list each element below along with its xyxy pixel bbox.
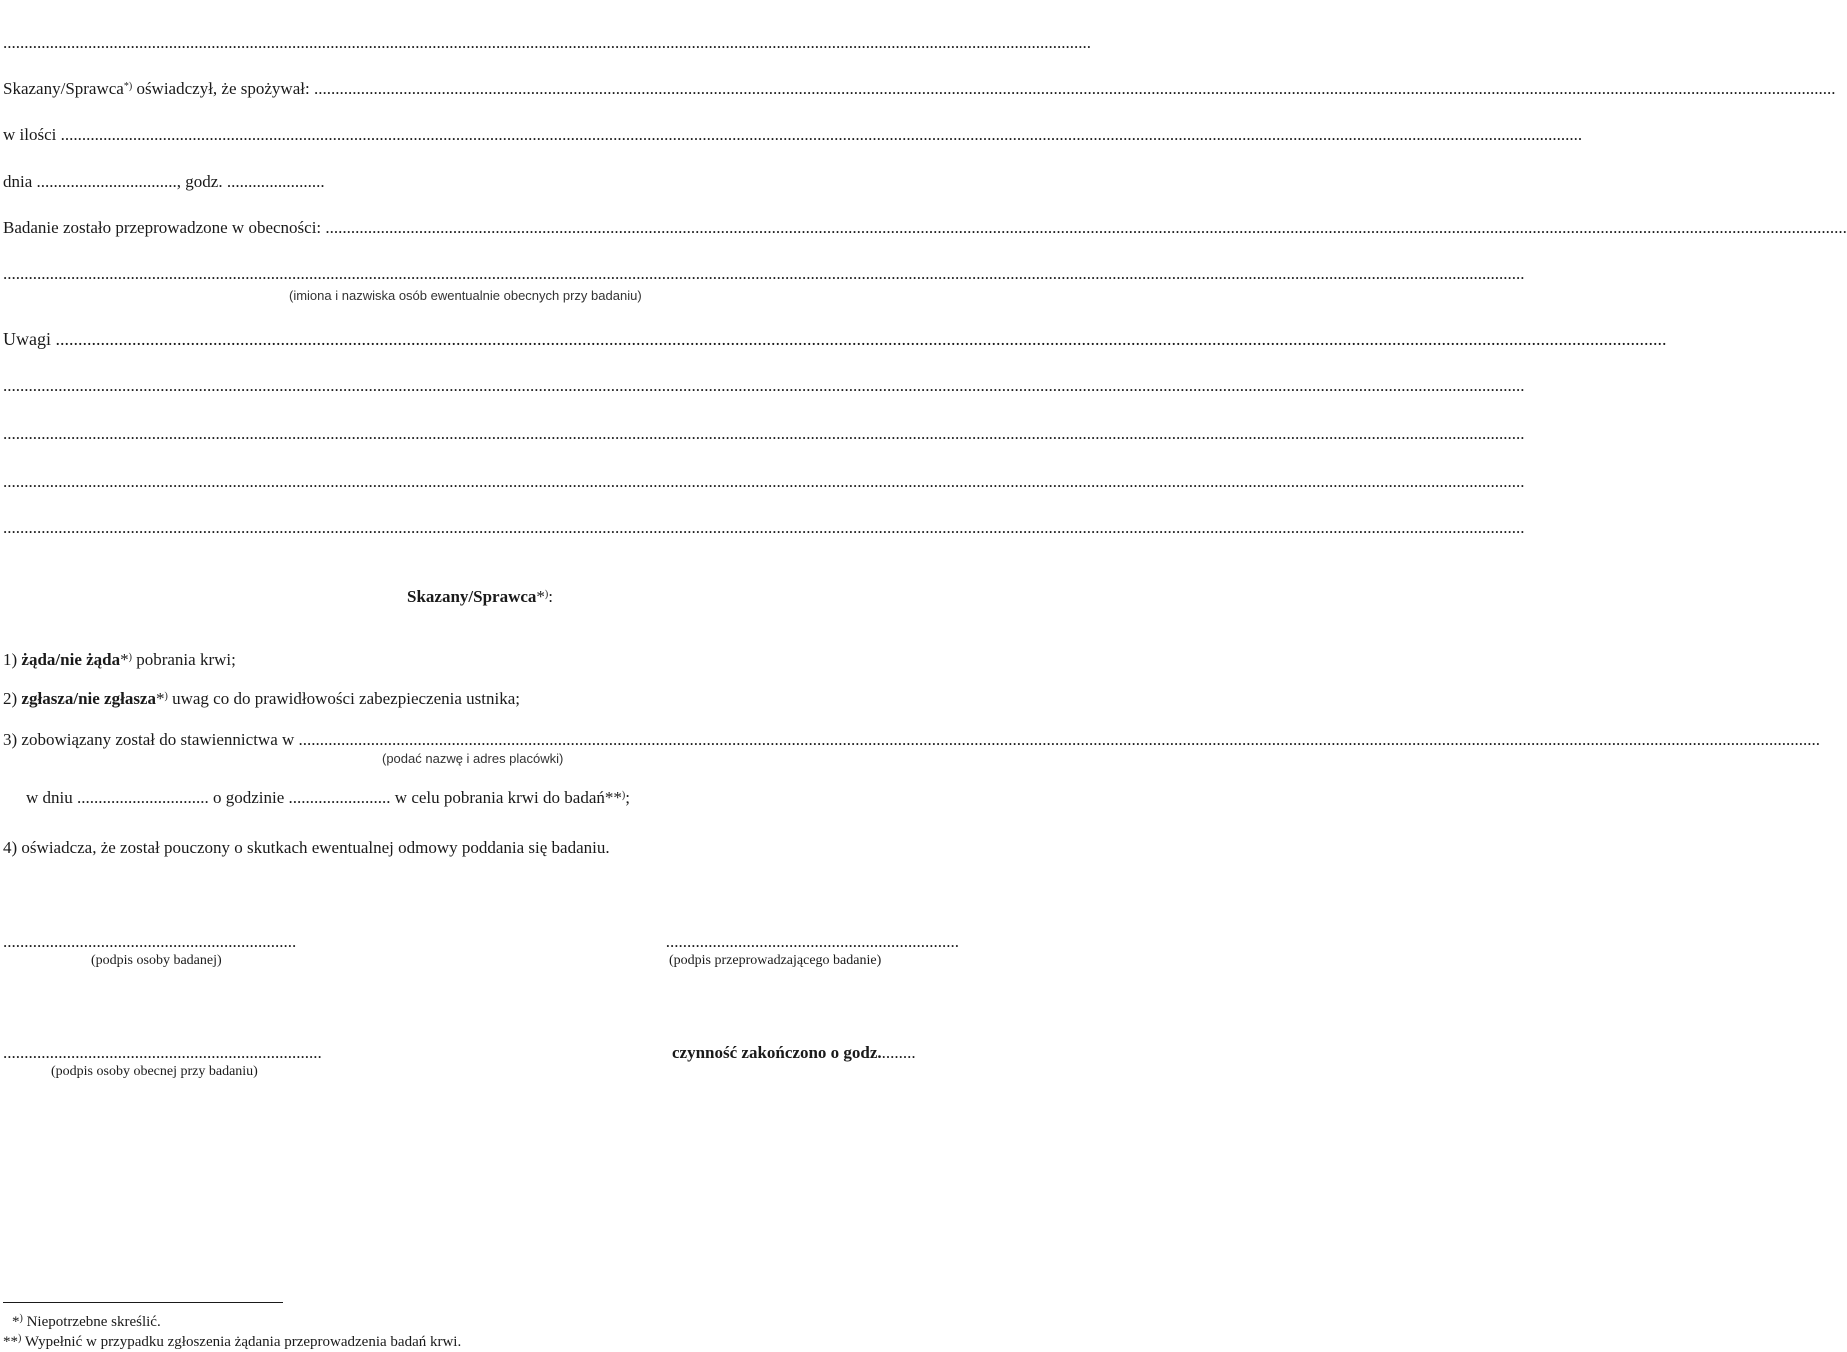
- consumed-input-dots[interactable]: [314, 79, 1836, 99]
- option-remarks[interactable]: zgłasza/nie zgłasza: [21, 689, 156, 708]
- footnote-ref: ): [128, 652, 132, 663]
- signature-present-dots[interactable]: ...........................................................................: [3, 1043, 322, 1062]
- remarks-line-4[interactable]: [3, 472, 958, 492]
- appointment-hour-dots[interactable]: ........................: [288, 788, 391, 807]
- item-4: [3, 838, 610, 858]
- footnote-ref: ): [544, 589, 549, 600]
- footnote-text: Wypełnić w przypadku zgłoszenia żądania przeprowadzenia badań krwi.: [21, 1334, 462, 1350]
- item-number: 3): [3, 730, 22, 749]
- section-title-colon: :: [548, 587, 553, 606]
- item-text: oświadcza, że został pouczony o skutkach ewentualnej odmowy poddania się badaniu.: [21, 838, 610, 857]
- footnote-ref: *): [123, 81, 133, 92]
- item-text: uwag co do prawidłowości zabezpieczenia ustnika;: [167, 689, 520, 708]
- remarks-input-dots-4[interactable]: [3, 472, 1525, 492]
- amount-input-dots[interactable]: [61, 125, 1583, 145]
- footnote-2: [3, 1332, 461, 1352]
- completion-label: czynność zakończono o godz.: [672, 1043, 882, 1062]
- item-text: zobowiązany został do stawiennictwa w: [21, 730, 299, 749]
- remarks-line-3[interactable]: [3, 424, 958, 444]
- dotted-line-top[interactable]: ................................................................................................................................................................................................................................................................: [3, 33, 1091, 52]
- footnote-star: *: [120, 650, 129, 669]
- purpose-text: w celu pobrania krwi do badań: [390, 788, 605, 807]
- facility-caption: (podać nazwę i adres placówki): [382, 751, 564, 766]
- appointment-date-dots[interactable]: ...............................: [77, 788, 209, 807]
- section-title-star: *: [536, 587, 545, 606]
- section-title: [0, 587, 960, 607]
- remarks-input-dots[interactable]: [56, 329, 1667, 349]
- presence-label: Badanie zostało przeprowadzone w obecności:: [3, 218, 326, 237]
- completion-time-dots[interactable]: ........: [881, 1043, 916, 1062]
- item-number: 1): [3, 650, 22, 669]
- date-label: w dniu: [26, 788, 77, 807]
- remarks-input-dots-2[interactable]: [3, 376, 1525, 396]
- date-input-dots[interactable]: ................................: [36, 172, 173, 191]
- item-text: pobrania krwi;: [131, 650, 236, 669]
- amount-field[interactable]: [3, 125, 958, 145]
- presence-line-2[interactable]: [3, 264, 958, 284]
- option-blood-request[interactable]: żąda/nie żąda: [21, 650, 121, 669]
- consumed-field[interactable]: [3, 79, 958, 99]
- footnote-divider: [3, 1302, 283, 1303]
- footnote-star: *: [155, 689, 165, 708]
- signature-examiner-caption: (podpis przeprowadzającego badanie): [669, 953, 882, 968]
- presence-field[interactable]: [3, 218, 958, 238]
- consumed-label: Skazany/Sprawca: [3, 79, 124, 98]
- consumed-text: oświadczył, że spożywał:: [132, 79, 314, 98]
- item-2: [3, 689, 520, 709]
- footnote-ref: ): [621, 790, 626, 801]
- item-number: 2): [3, 689, 22, 708]
- presence-input-dots-2[interactable]: [3, 264, 1525, 284]
- remarks-field[interactable]: [3, 329, 958, 349]
- date-field[interactable]: [3, 172, 325, 192]
- facility-input-dots[interactable]: [299, 730, 1821, 750]
- amount-label: w ilości: [3, 125, 61, 144]
- punctuation: ;: [625, 788, 630, 807]
- hour-label: o godzinie: [208, 788, 289, 807]
- footnote-1: [12, 1312, 161, 1332]
- remarks-input-dots-3[interactable]: [3, 424, 1525, 444]
- item-1: [3, 650, 236, 670]
- time-label: ., godz.: [172, 172, 227, 191]
- footnote-mark: **: [3, 1334, 18, 1350]
- remarks-label: Uwagi: [3, 329, 56, 349]
- appointment-line: [26, 788, 630, 808]
- signature-examined-caption: (podpis osoby badanej): [91, 953, 222, 968]
- signature-examiner-dots[interactable]: .....................................................................: [665, 932, 959, 951]
- item-number: 4): [3, 838, 22, 857]
- presence-input-dots[interactable]: [325, 218, 1847, 238]
- section-title-text: Skazany/Sprawca: [407, 587, 537, 606]
- remarks-line-2[interactable]: [3, 376, 958, 396]
- remarks-line-5[interactable]: [3, 518, 958, 538]
- completion-field[interactable]: [672, 1043, 916, 1063]
- footnote-ref: ): [18, 1333, 22, 1344]
- footnote-mark: *: [12, 1314, 20, 1330]
- footnote-star: **: [604, 788, 622, 807]
- time-input-dots[interactable]: .......................: [226, 172, 325, 191]
- item-3[interactable]: [3, 730, 958, 750]
- signature-present-caption: (podpis osoby obecnej przy badaniu): [51, 1064, 258, 1079]
- remarks-input-dots-5[interactable]: [3, 518, 1525, 538]
- presence-caption: (imiona i nazwiska osób ewentualnie obecnych przy badaniu): [289, 288, 642, 303]
- footnote-ref: ): [164, 691, 168, 702]
- date-label: dnia: [3, 172, 37, 191]
- footnote-ref: ): [19, 1313, 23, 1324]
- footnote-text: Niepotrzebne skreślić.: [22, 1314, 161, 1330]
- signature-examined-dots[interactable]: .....................................................................: [3, 932, 297, 951]
